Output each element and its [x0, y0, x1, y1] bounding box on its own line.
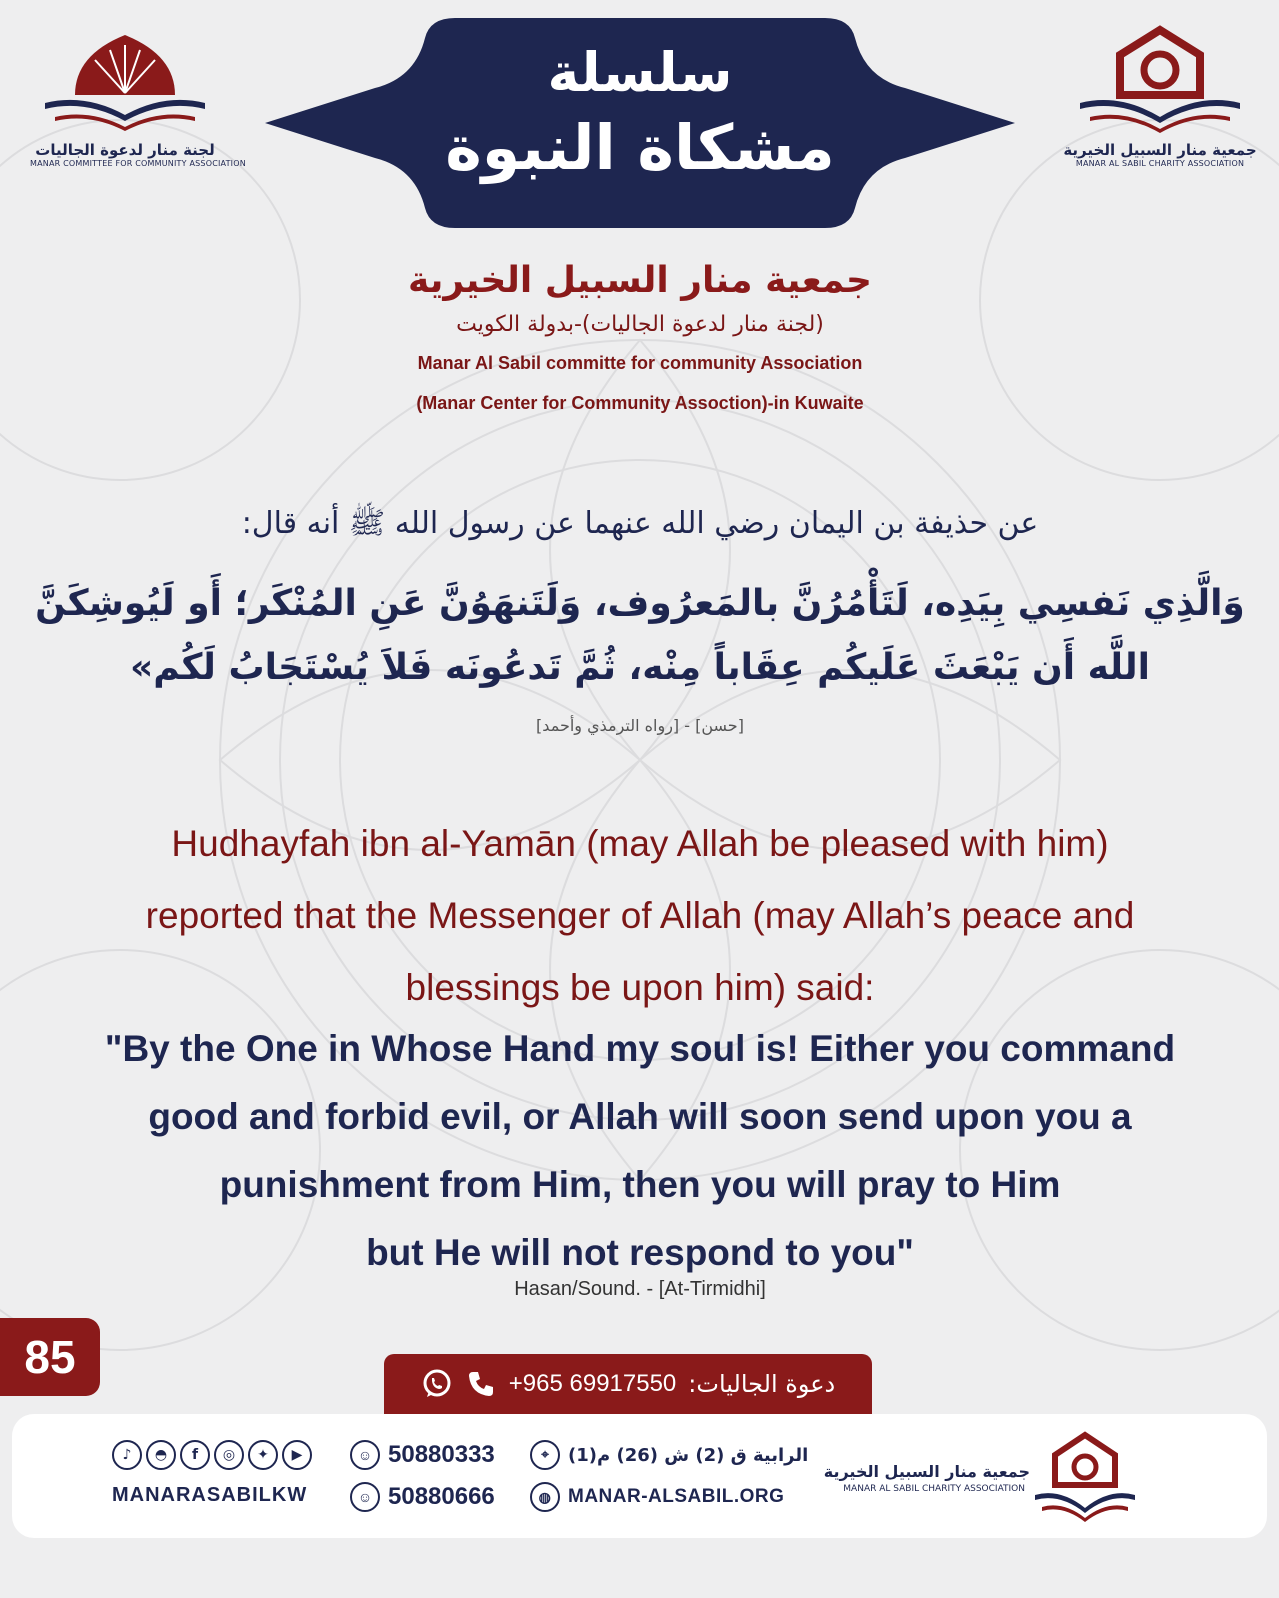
footer-address: [530, 1440, 808, 1470]
english-quote-line3: punishment from Him, then you will pray to Him: [219, 1164, 1061, 1205]
hadith-line2: اللَّه أَن يَبْعَثَ عَلَيكُم عِقَاباً مِنْه، ثُمَّ تَدعُونَه فَلاَ يُسْتَجَابُ لَكُم»: [129, 647, 1151, 688]
footer-org-name-en: MANAR AL SABIL CHARITY ASSOCIATION: [843, 1484, 1025, 1494]
association-subtitle: (لجنة منار لدعوة الجاليات)-بدولة الكويت: [456, 312, 824, 337]
charity-name-ar: جمعية منار السبيل الخيرية: [1063, 141, 1257, 159]
english-quote-line1: "By the One in Whose Hand my soul is! Either you command: [104, 1028, 1176, 1069]
english-intro-line2: reported that the Messenger of Allah (may Allah’s peace and: [145, 895, 1135, 936]
hadith-line1: وَالَّذِي نَفسِي بِيَدِه، لَتَأْمُرُنَّ بالمَعرُوف، وَلَتَنهَوُنَّ عَنِ المُنْكَر؛ أَو لَيُوشِكَنَّ: [35, 583, 1245, 624]
banner-line1: سلسلة: [547, 41, 733, 104]
social-links: [112, 1440, 312, 1470]
english-intro-line1: Hudhayfah ibn al-Yamān (may Allah be pleased with him): [171, 823, 1109, 864]
footer-phone1[interactable]: [350, 1440, 495, 1470]
phone-icon: [465, 1368, 497, 1400]
snapchat-icon[interactable]: ◓: [146, 1440, 176, 1470]
phone1-text[interactable]: 50880333: [388, 1441, 495, 1468]
english-quote: [30, 1015, 1250, 1287]
phone-bar-number: +965 69917550: [508, 1370, 677, 1397]
footer-org-name-ar: جمعية منار السبيل الخيرية: [823, 1462, 1030, 1481]
association-name-en: Manar Al Sabil committe for community Association: [417, 353, 863, 373]
committee-name-ar: لجنة منار لدعوة الجاليات: [35, 141, 215, 159]
association-header: [300, 255, 980, 423]
hadith-text-ar: [20, 572, 1260, 700]
association-title: جمعية منار السبيل الخيرية: [407, 260, 872, 301]
contact-phone-bar[interactable]: [384, 1354, 872, 1414]
hadith-intro-ar: عن حذيفة بن اليمان رضي الله عنهما عن رسول الله ﷺ أنه قال:: [241, 506, 1039, 541]
website-text[interactable]: MANAR-ALSABIL.ORG: [568, 1486, 785, 1507]
english-grade: Hasan/Sound. - [At-Tirmidhi]: [514, 1278, 766, 1300]
committee-emblem-icon: [35, 25, 215, 135]
banner-line2: مشكاة النبوة: [445, 111, 835, 184]
footer-charity-logo-icon: [1030, 1430, 1140, 1530]
charity-name-en: MANAR AL SABIL CHARITY ASSOCIATION: [1075, 159, 1245, 168]
committee-name-en: MANAR COMMITTEE FOR COMMUNITY ASSOCIATION: [30, 159, 246, 168]
english-intro: [40, 808, 1240, 1024]
whatsapp-icon: [421, 1368, 453, 1400]
facebook-icon[interactable]: f: [180, 1440, 210, 1470]
english-quote-line2: good and forbid evil, or Allah will soon send upon you a: [148, 1096, 1132, 1137]
english-intro-line3: blessings be upon him) said:: [405, 967, 875, 1008]
contact-person-icon: ☺: [350, 1482, 380, 1512]
tiktok-icon[interactable]: ♪: [112, 1440, 142, 1470]
address-text: الرابية ق (2) ش (26) م(1): [568, 1444, 809, 1466]
series-number-badge: 85: [0, 1318, 100, 1396]
charity-logo: [1060, 25, 1260, 185]
twitter-icon[interactable]: ✦: [248, 1440, 278, 1470]
location-pin-icon: ⌖: [530, 1440, 560, 1470]
phone-bar-label: دعوة الجاليات:: [688, 1370, 836, 1398]
footer-website[interactable]: [530, 1482, 784, 1512]
committee-logo: [30, 25, 246, 185]
contact-person-icon: ☺: [350, 1440, 380, 1470]
english-quote-line4: but He will not respond to you": [366, 1232, 914, 1273]
youtube-icon[interactable]: ▶: [282, 1440, 312, 1470]
instagram-icon[interactable]: ◎: [214, 1440, 244, 1470]
phone2-text[interactable]: 50880666: [388, 1483, 495, 1510]
social-handle[interactable]: MANARASABILKW: [112, 1484, 308, 1506]
footer-phone2[interactable]: [350, 1482, 495, 1512]
globe-icon: ◍: [530, 1482, 560, 1512]
banner-title: [265, 38, 1015, 188]
association-center-en: (Manar Center for Community Assoction)-in Kuwaite: [416, 393, 864, 413]
charity-emblem-icon: [1070, 25, 1250, 135]
hadith-grade-ar: [حسن] - [رواه الترمذي وأحمد]: [536, 716, 744, 735]
